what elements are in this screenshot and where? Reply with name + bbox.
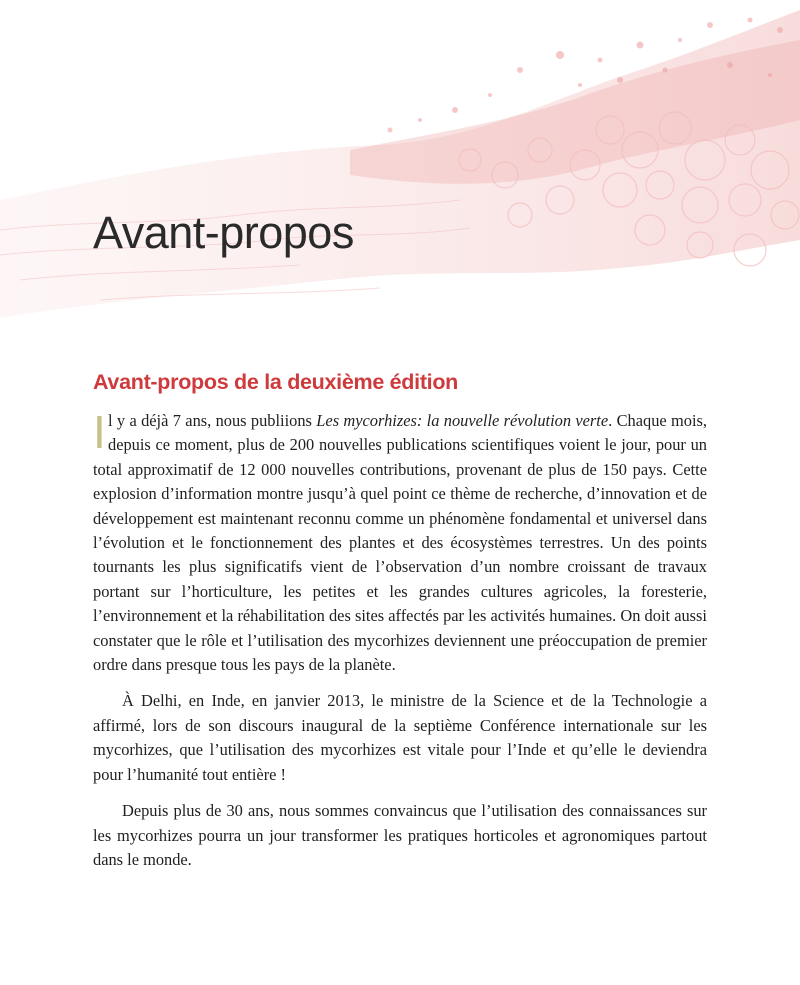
page-title: Avant-propos bbox=[93, 207, 354, 258]
paragraph-1-rest: . Chaque mois, depuis ce moment, plus de 200 nouvelles publications scientifiques voient le jour, pour un total approximatif de 12 000 nouvelles contributions, provenant de plus de 150 pays. Cette explosion d’information montre jusqu’à quel point ce thème de recherche, d’innovation et de développement est maintenant reconnu comme un phénomène fondamental et universel dans l’évolution et le fonctionnement des plantes et des écosystèmes terrestres. Un des points tournants les plus significatifs vient de l’observation d’un nombre croissant de travaux portant sur l’horticulture, les petites et les grandes cultures agricoles, la foresterie, l’environnement et la réhabilitation des sites affectés par les activités humaines. On doit aussi constater que le rôle et l’utilisation des mycorhizes deviennent une préoccupation de premier ordre dans presque tous les pays de la planète. bbox=[93, 411, 708, 675]
paragraph-1-lead: l y a déjà 7 ans, nous publiions bbox=[108, 411, 317, 430]
book-title: Les mycorhizes: la nouvelle révolution verte bbox=[316, 411, 609, 430]
paragraph-1 bbox=[93, 406, 708, 677]
drop-cap: I bbox=[93, 406, 106, 458]
paragraph-2: À Delhi, en Inde, en janvier 2013, le ministre de la Science et de la Technologie a affirmé, lors de son discours inaugural de la septième Conférence internationale sur les mycorhizes, que l’utilisation des mycorhizes est vitale pour l’Inde et qu’elle le deviendra pour l’humanité tout entière ! bbox=[93, 691, 707, 784]
paragraph-3: Depuis plus de 30 ans, nous sommes convaincus que l’utilisation des connaissances sur les mycorhizes pourra un jour transformer les pratiques horticoles et agronomiques partout dans le monde. bbox=[93, 801, 707, 869]
section-heading: Avant-propos de la deuxième édition bbox=[93, 370, 459, 394]
body-text bbox=[93, 406, 708, 884]
